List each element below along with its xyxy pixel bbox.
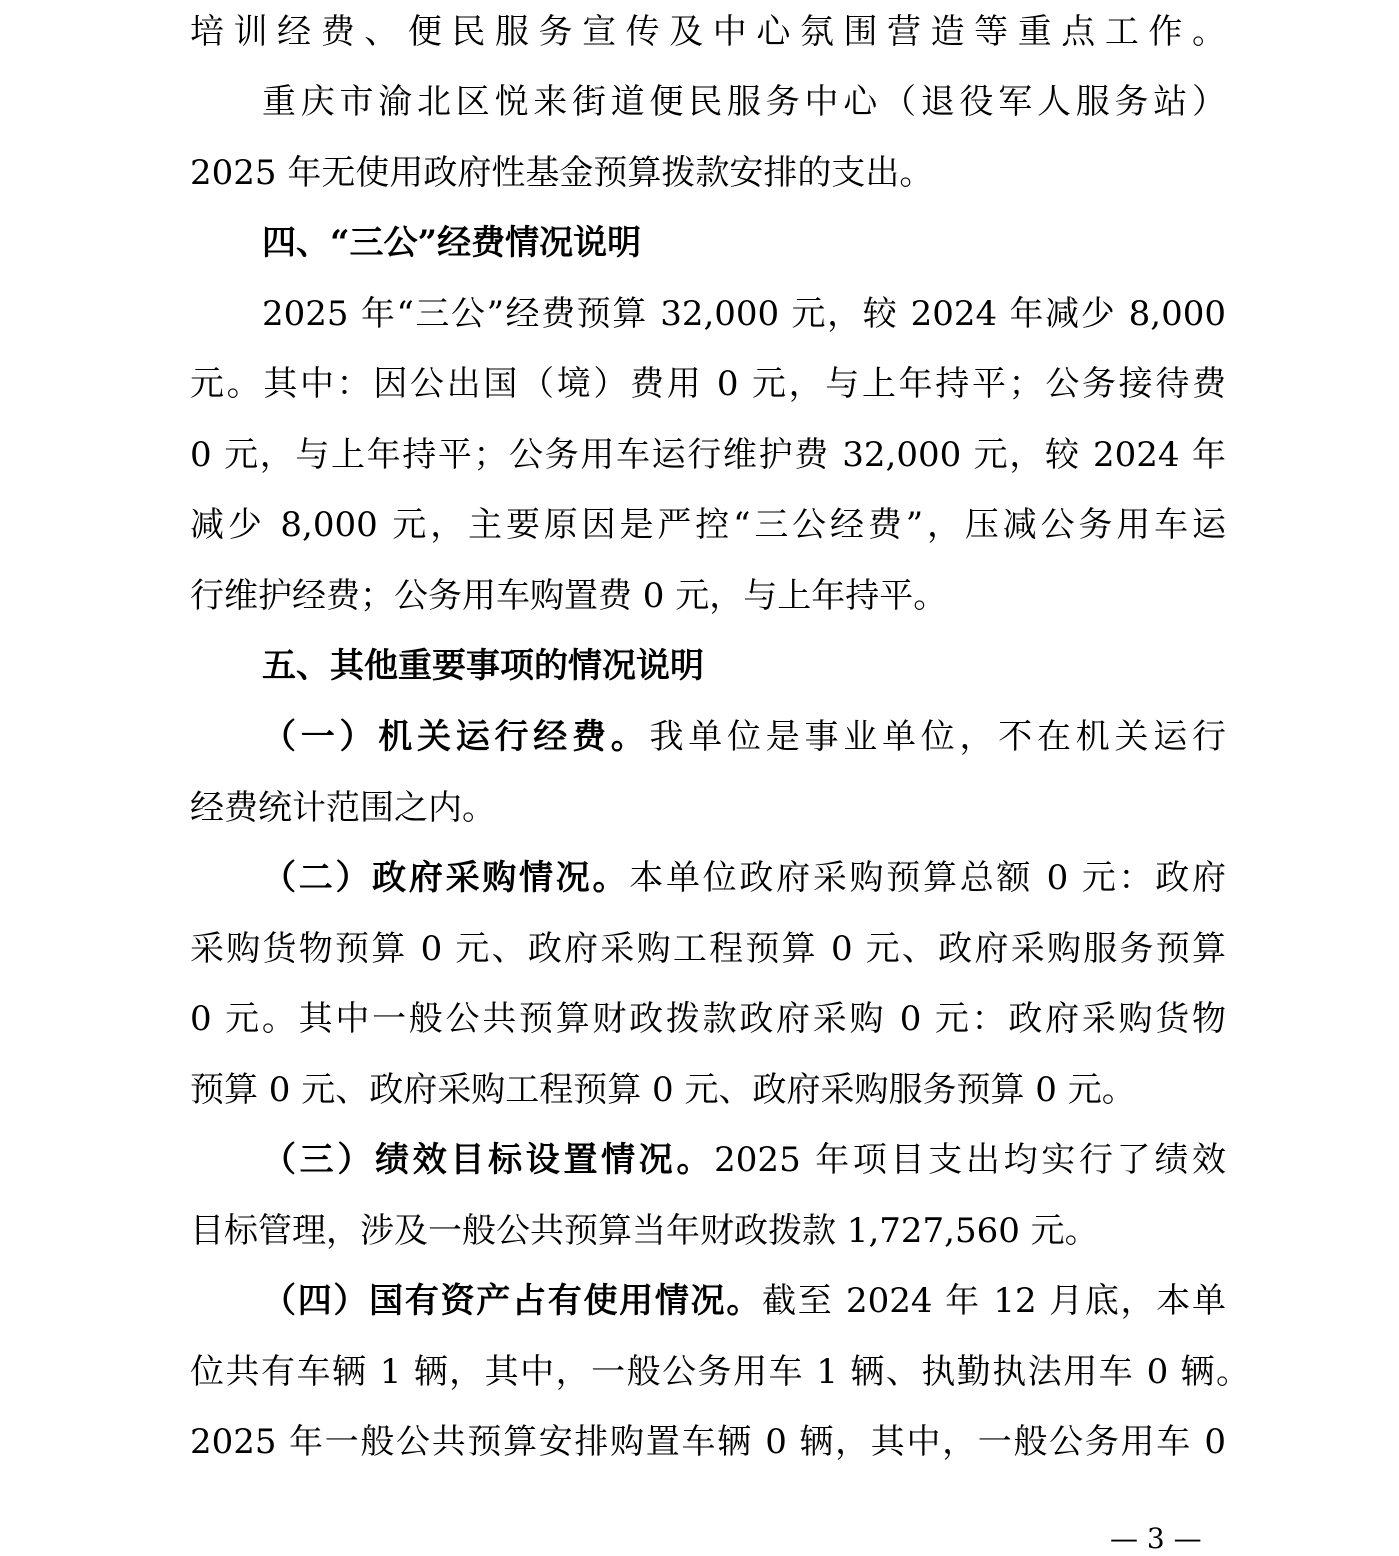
subsection-three-line (262, 1135, 1226, 1185)
paragraph-line-1: 培训经费、便民服务宣传及中心氛围营造等重点工作。 (190, 12, 1226, 52)
section-heading-four: 四、“三公”经费情况说明 (262, 223, 642, 263)
paragraph-line-18: 目标管理，涉及一般公共预算当年财政拨款 1,727,560 元。 (190, 1211, 1099, 1251)
paragraph-line-6: 元。其中：因公出国（境）费用 0 元，与上年持平；公务接待费 (190, 364, 1226, 404)
subsection-three-heading: （三）绩效目标设置情况。 (262, 1140, 715, 1180)
subsection-two-text: 本单位政府采购预算总额 0 元：政府 (629, 858, 1227, 898)
paragraph-line-9: 行维护经费；公务用车购置费 0 元，与上年持平。 (190, 576, 948, 616)
paragraph-line-15: 0 元。其中一般公共预算财政拨款政府采购 0 元：政府采购货物 (190, 999, 1226, 1039)
subsection-one-line (262, 712, 1226, 762)
subsection-four-text: 截至 2024 年 12 月底，本单 (762, 1281, 1226, 1321)
paragraph-line-5: 2025 年“三公”经费预算 32,000 元，较 2024 年减少 8,000 (262, 294, 1226, 334)
paragraph-line-2: 重庆市渝北区悦来街道便民服务中心（退役军人服务站） (262, 82, 1226, 122)
paragraph-line-20: 位共有车辆 1 辆，其中，一般公务用车 1 辆、执勤执法用车 0 辆。 (190, 1352, 1250, 1392)
paragraph-line-12: 经费统计范围之内。 (190, 788, 496, 828)
paragraph-line-3: 2025 年无使用政府性基金预算拨款安排的支出。 (190, 153, 934, 193)
page-number: — 3 — (1110, 1522, 1202, 1555)
subsection-one-heading: （一）机关运行经费。 (262, 717, 650, 757)
paragraph-line-7: 0 元，与上年持平；公务用车运行维护费 32,000 元，较 2024 年 (190, 435, 1226, 475)
paragraph-line-21: 2025 年一般公共预算安排购置车辆 0 辆，其中，一般公务用车 0 (190, 1422, 1226, 1462)
subsection-three-text: 2025 年项目支出均实行了绩效 (714, 1140, 1226, 1180)
subsection-one-text: 我单位是事业单位，不在机关运行 (649, 717, 1226, 757)
subsection-four-line (262, 1276, 1226, 1326)
subsection-two-heading: （二）政府采购情况。 (262, 858, 630, 898)
paragraph-line-14: 采购货物预算 0 元、政府采购工程预算 0 元、政府采购服务预算 (190, 929, 1226, 969)
subsection-four-heading: （四）国有资产占有使用情况。 (262, 1281, 763, 1321)
section-heading-five: 五、其他重要事项的情况说明 (262, 646, 704, 686)
paragraph-line-16: 预算 0 元、政府采购工程预算 0 元、政府采购服务预算 0 元。 (190, 1070, 1136, 1110)
paragraph-line-8: 减少 8,000 元，主要原因是严控“三公经费”，压减公务用车运 (190, 505, 1226, 545)
subsection-two-line (262, 853, 1226, 903)
